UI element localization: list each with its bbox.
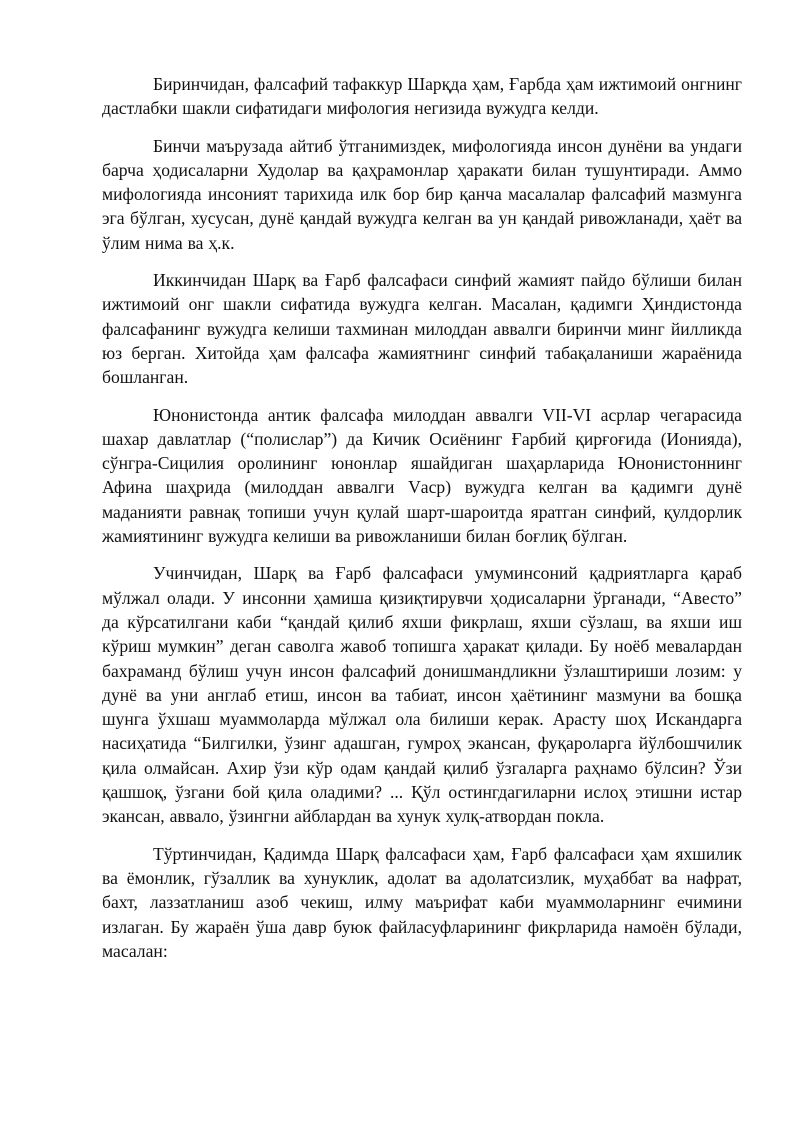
paragraph-second: Иккинчидан Шарқ ва Ғарб фалсафаси синфий жамият пайдо бўлиши билан ижтимоий онг шакли сифатида вужудга келган. Масалан, қадимги Ҳиндистонда фалсафанинг вужудга келиши тахминан милоддан аввалги биринчи минг йилликда юз берган. Хитойда ҳам фалсафа жамиятнинг синфий табақаланиши жараёнида бошланган. [102, 270, 742, 388]
paragraph-mythology: Бинчи маърузада айтиб ўтганимиздек, мифологияда инсон дунёни ва ундаги барча ҳодисаларни Худолар ва қаҳрамонлар ҳаракати билан тушунтиради. Аммо мифологияда инсоният тарихида илк бор бир қанча масалалар фалсафий мазмунга эга бўлган, хусусан, дунё қандай вужудга келган ва ун қандай ривожланади, ҳаёт ва ўлим нима ва ҳ.к. [102, 135, 742, 253]
paragraph-third: Учинчидан, Шарқ ва Ғарб фалсафаси умуминсоний қадриятларга қараб мўлжал олади. У инсонни ҳамиша қизиқтирувчи ҳодисаларни ўрганади, “Авесто” да кўрсатилгани каби “қандай қилиб яхши фикрлаш, яхши сўзлаш, ва яхши иш кўриш мумкин” деган саволга жавоб топишга ҳаракат қилади. Бу ноёб мевалардан бахраманд бўлиш учун инсон фалсафий донишмандликни ўзлаштириши лозим: у дунё ва уни англаб етиш, инсон ва табиат, инсон ҳаётининг мазмуни ва бошқа шунга ўхшаш муаммоларда мўлжал ола билиши керак. Арасту шоҳ Искандарга насиҳатида “Билгилки, ўзинг адашган, гумроҳ экансан, фуқароларга йўлбошчилик қила олмайсан. Ахир ўзи кўр одам қандай қилиб ўзгаларга раҳнамо бўлсин? Ўзи қашшоқ, ўзгани бой қила оладими? ... Қўл остингдагиларни ислоҳ этишни истар экансан, аввало, ўзингни айблардан ва хунук хулқ-атвордан покла. [102, 563, 742, 827]
document-body [102, 72, 742, 976]
paragraph-fourth: Тўртинчидан, Қадимда Шарқ фалсафаси ҳам, Ғарб фалсафаси ҳам яхшилик ва ёмонлик, гўзаллик ва хунуклик, адолат ва адолатсизлик, муҳаббат ва нафрат, бахт, лаззатланиш азоб чекиш, илму маърифат каби муаммоларнинг ечимини излаган. Бу жараён ўша давр буюк файласуфларининг фикрларида намоён бўлади, масалан: [102, 843, 742, 961]
paragraph-first: Биринчидан, фалсафий тафаккур Шарқда ҳам, Ғарбда ҳам ижтимоий онгнинг дастлабки шакли сифатидаги мифология негизида вужудга келди. [102, 74, 742, 119]
paragraph-greece: Юнонистонда антик фалсафа милоддан аввалги VII-VI асрлар чегарасида шахар давлатлар (“полислар”) да Кичик Осиёнинг Ғарбий қирғоғида (Ионияда), сўнгра-Сицилия оролининг юнонлар яшайдиган шаҳарларида Юнонистоннинг Афина шаҳрида (милоддан аввалги Vаср) вужудга келган ва қадимги дунё маданияти равнақ топиши учун қулай шарт-шароитда яратган синфий, қулдорлик жамиятининг вужудга келиши ва ривожланиши билан боғлиқ бўлган. [102, 404, 742, 547]
